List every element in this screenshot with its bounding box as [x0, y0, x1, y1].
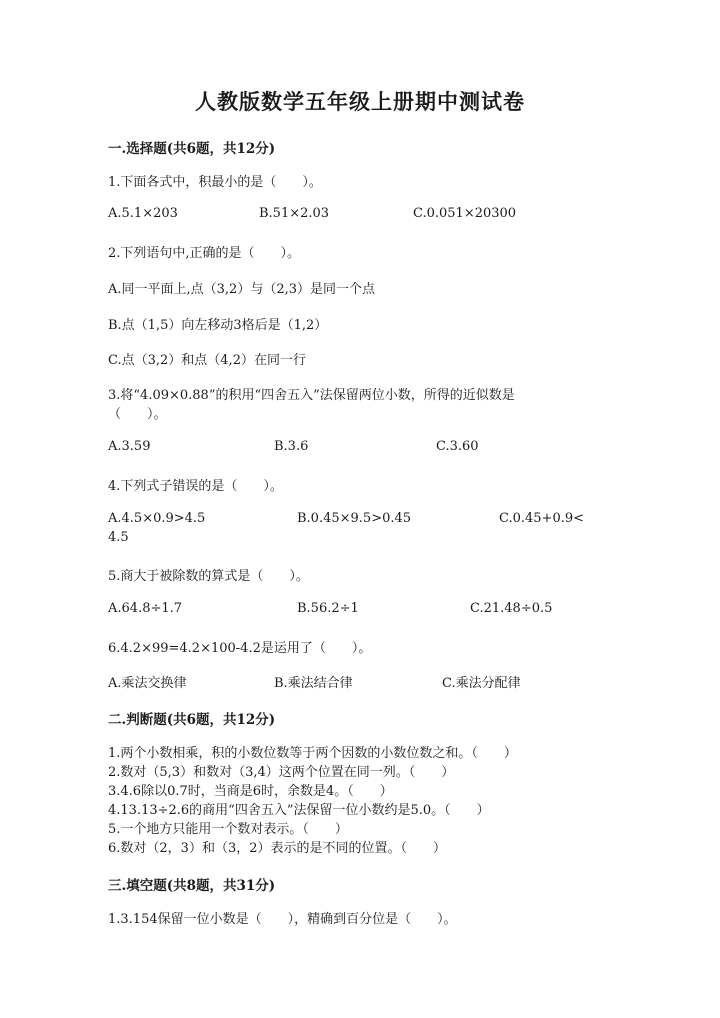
q1-option-b: B.51×2.03 [259, 206, 330, 221]
q5-stem: 5.商大于被除数的算式是（ ）。 [108, 569, 309, 584]
section-judge-header: 二.判断题(共6题，共12分) [108, 712, 276, 728]
page-title: 人教版数学五年级上册期中测试卷 [195, 89, 525, 114]
q2-option-c: C.点（3,2）和点（4,2）在同一行 [108, 353, 306, 368]
q3-option-a: A.3.59 [108, 439, 151, 454]
q3-stem-line1: 3.将“4.09×0.88”的积用“四舍五入”法保留两位小数，所得的近似数是 [108, 388, 515, 403]
q1-stem: 1.下面各式中，积最小的是（ ）。 [108, 175, 322, 190]
q1-option-c: C.0.051×20300 [413, 206, 517, 221]
q5-option-a: A.64.8÷1.7 [108, 601, 183, 616]
q1-option-a: A.5.1×203 [108, 206, 178, 221]
q2-stem: 2.下列语句中,正确的是（ ）。 [108, 246, 301, 261]
q4-option-a: A.4.5×0.9>4.5 [108, 511, 206, 526]
judge-item-1: 1.两个小数相乘，积的小数位数等于两个因数的小数位数之和。（ ） [108, 746, 517, 761]
judge-item-2: 2.数对（5,3）和数对（3,4）这两个位置在同一列。（ ） [108, 765, 455, 780]
q4-stem: 4.下列式子错误的是（ ）。 [108, 479, 283, 494]
q5-option-c: C.21.48÷0.5 [470, 601, 553, 616]
judge-item-5: 5.一个地方只能用一个数对表示。（ ） [108, 822, 348, 837]
q2-option-a: A.同一平面上,点（3,2）与（2,3）是同一个点 [108, 282, 376, 297]
judge-item-6: 6.数对（2，3）和（3，2）表示的是不同的位置。（ ） [108, 841, 446, 856]
q4-option-b: B.0.45×9.5>0.45 [297, 511, 412, 526]
q6-option-c: C.乘法分配律 [442, 676, 521, 691]
q5-option-b: B.56.2÷1 [297, 601, 359, 616]
q4-option-c-continued: 4.5 [108, 530, 129, 545]
section-fill-header: 三.填空题(共8题，共31分) [108, 878, 276, 894]
judge-item-3: 3.4.6除以0.7时，当商是6时，余数是4。（ ） [108, 784, 393, 799]
section-choice-header: 一.选择题(共6题，共12分) [108, 141, 276, 157]
q4-option-c: C.0.45+0.9< [499, 511, 585, 526]
fill-item-1: 1.3.154保留一位小数是（ ），精确到百分位是（ ）。 [108, 912, 457, 927]
q3-option-b: B.3.6 [274, 439, 309, 454]
q2-option-b: B.点（1,5）向左移动3格后是（1,2） [108, 318, 328, 333]
q3-option-c: C.3.60 [436, 439, 479, 454]
judge-item-4: 4.13.13÷2.6的商用“四舍五入”法保留一位小数约是5.0。（ ） [108, 803, 490, 818]
q3-stem-line2: （ ）。 [108, 407, 167, 422]
q6-option-b: B.乘法结合律 [274, 676, 353, 691]
q6-option-a: A.乘法交换律 [108, 676, 187, 691]
q6-stem: 6.4.2×99=4.2×100-4.2是运用了（ ）。 [108, 641, 372, 656]
